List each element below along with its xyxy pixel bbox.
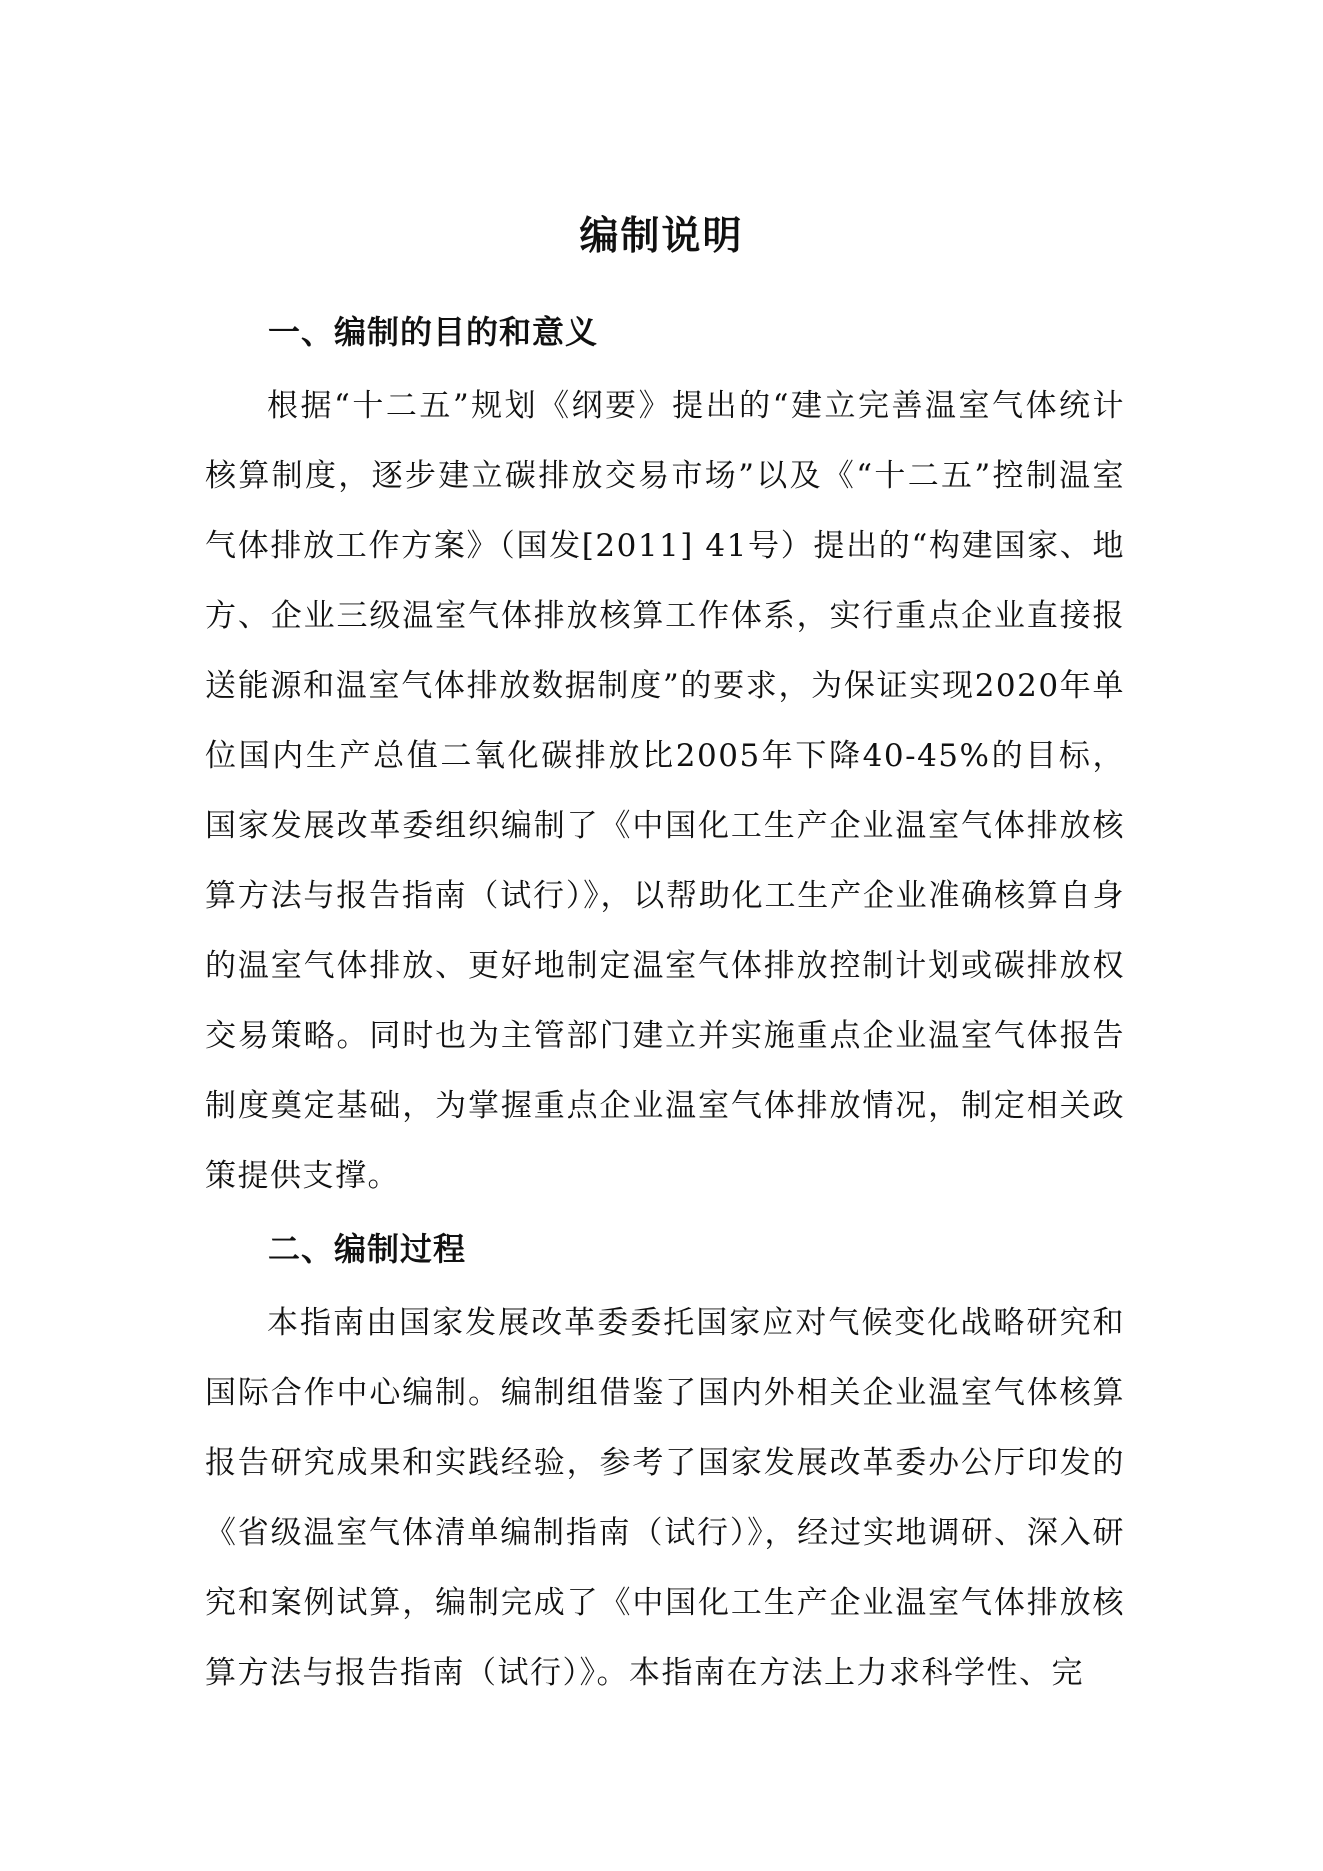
section-heading-purpose: 一、编制的目的和意义 <box>268 313 599 351</box>
section-paragraph-process: 本指南由国家发展改革委委托国家应对气候变化战略研究和国际合作中心编制。编制组借鉴了国内外相关企业温室气体核算报告研究成果和实践经验，参考了国家发展改革委办公厅印发的《省级温室气体清单编制指南（试行）》，经过实地调研、深入研究和案例试算，编制完成了《中国化工生产企业温室气体排放核算方法与报告指南（试行）》。本指南在方法上力求科学性、完 <box>205 1305 1125 1691</box>
document-title: 编制说明 <box>579 214 744 259</box>
section-purpose <box>205 308 1125 1211</box>
section-heading-process: 二、编制过程 <box>268 1230 467 1268</box>
section-paragraph-purpose: 根据“十二五”规划《纲要》提出的“建立完善温室气体统计核算制度，逐步建立碳排放交易市场”以及《“十二五”控制温室气体排放工作方案》（国发[2011] 41号）提出的“构建国家、地方、企业三级温室气体排放核算工作体系，实行重点企业直接报送能源和温室气体排放数据制度”的要求，为保证实现2020年单位国内生产总值二氧化碳排放比2005年下降40-45%的目标，国家发展改革委组织编制了《中国化工生产企业温室气体排放核算方法与报告指南（试行）》，以帮助化工生产企业准确核算自身的温室气体排放、更好地制定温室气体排放控制计划或碳排放权交易策略。同时也为主管部门建立并实施重点企业温室气体报告制度奠定基础，为掌握重点企业温室气体排放情况，制定相关政策提供支撑。 <box>205 388 1125 1194</box>
section-process <box>205 1225 1125 1708</box>
